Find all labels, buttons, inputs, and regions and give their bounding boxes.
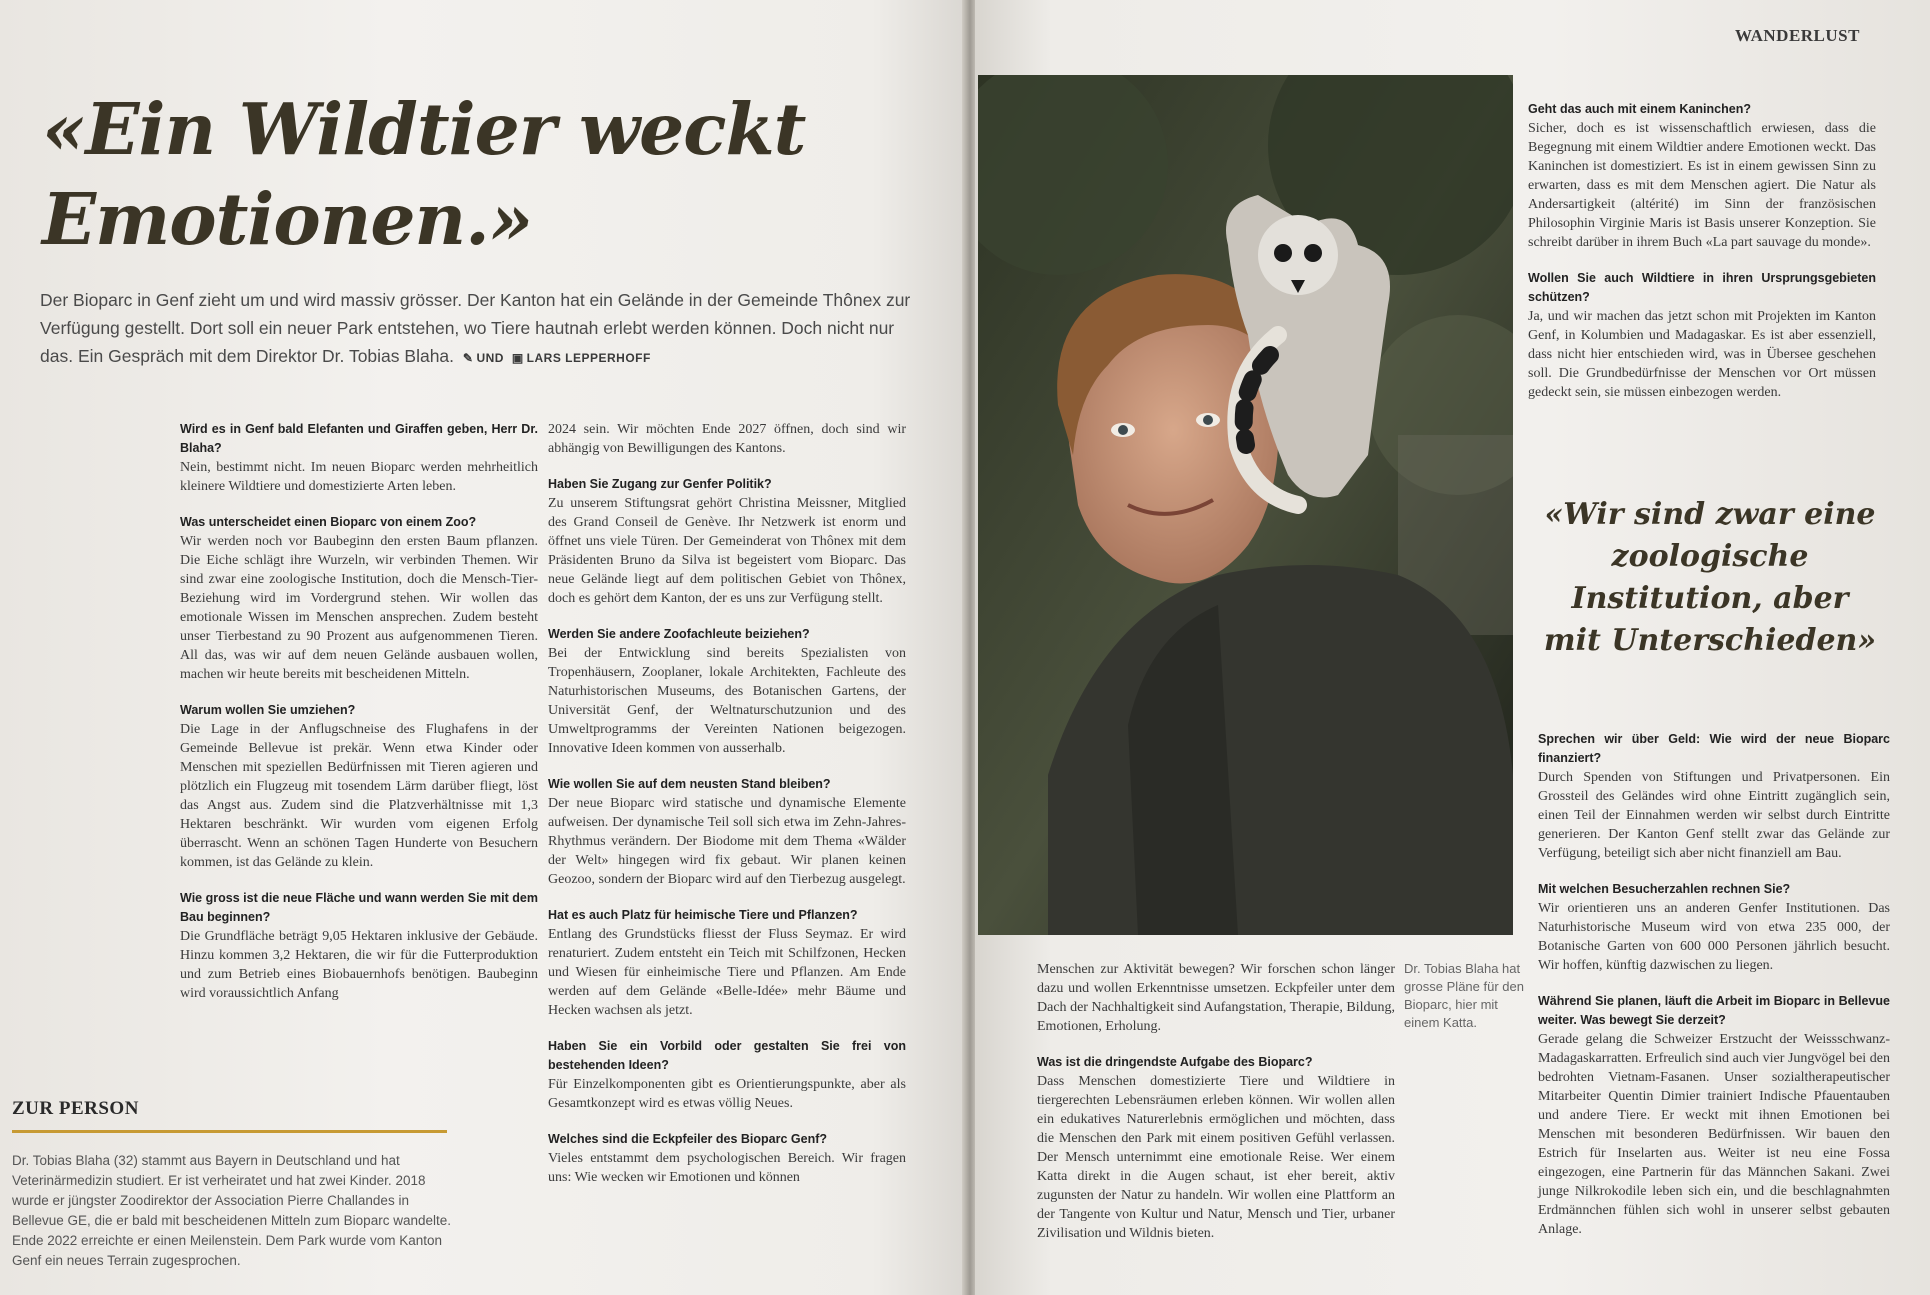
column-left-2 <box>548 420 906 1204</box>
man-with-lemur-photo <box>978 75 1513 935</box>
interview-answer: Die Grundfläche beträgt 9,05 Hektaren inklusive der Gebäude. Hinzu kommen 3,2 Hektaren, die wir für die Futterproduktion und zum Betrieb eines Biobauernhofs benötigen. Baubeginn wird voraussichtlich Anfang <box>180 929 538 1001</box>
photo-caption: Dr. Tobias Blaha hat grosse Pläne für den Bioparc, hier mit einem Katta. <box>1404 961 1524 1030</box>
byline <box>459 351 651 365</box>
interview-answer: Für Einzelkomponenten gibt es Orientierungspunkte, aber als Gesamtkonzept wird es etwas völlig Neues. <box>548 1077 906 1111</box>
interview-answer: Der neue Bioparc wird statische und dynamische Elemente aufweisen. Der dynamische Teil soll sich etwa im Zehn-Jahres-Rhythmus verändern. Der Biodome mit dem Thema «Wälder der Welt» hingegen wird fix gebaut. Wir planen keinen Geozoo, sondern der Bioparc wird auf den Tierbezug ausgelegt. <box>548 796 906 887</box>
column-left-1 <box>180 420 538 1020</box>
interview-question: Wie gross ist die neue Fläche und wann werden Sie mit dem Bau beginnen? <box>180 891 538 924</box>
interview-question: Wird es in Genf bald Elefanten und Giraffen geben, Herr Dr. Blaha? <box>180 422 538 455</box>
interview-question: Warum wollen Sie umziehen? <box>180 703 356 717</box>
interview-question: Hat es auch Platz für heimische Tiere und Pflanzen? <box>548 908 858 922</box>
interview-answer: Die Lage in der Anflugschneise des Flughafens in der Gemeinde Bellevue ist prekär. Wenn etwa Kinder oder Menschen mit speziellen Bedürfnissen mit Tieren agieren und plötzlich ein Flugzeug mit tosendem Lärm darüber fliegt, löst das Angst aus. Zudem sind die Platzverhältnisse mit 1,3 Hektaren beschränkt. Wir wurden vom eigenen Erfolg überrascht. Wenn an schönen Tagen Hunderte von Besuchern kommen, ist das Gelände zu klein. <box>180 722 538 870</box>
person-box <box>12 1098 452 1271</box>
interview-question: Sprechen wir über Geld: Wie wird der neue Bioparc finanziert? <box>1538 732 1890 765</box>
interview-answer: Wir werden noch vor Baubeginn den ersten Baum pflanzen. Die Eiche schlägt ihre Wurzeln, wir verbinden Themen. Wir sind zwar eine zoologische Institution, doch die Mensch-Tier-Beziehung wird im Vordergrund stehen. Wir wollen das emotionale Wissen im Menschen ansprechen. Zudem besteht unser Tierbestand zu 90 Prozent aus aufgenommenen Tieren. All das, was wir auf dem neuen Gelände ausbauen wollen, machen wir heute bereits mit bescheidenen Mitteln. <box>180 534 538 682</box>
column-right-3 <box>1538 730 1890 1256</box>
interview-question: Haben Sie ein Vorbild oder gestalten Sie frei von bestehenden Ideen? <box>548 1039 906 1072</box>
interview-answer: Dass Menschen domestizierte Tiere und Wildtiere in tiergerechten Lebensräumen erleben können. Wir wollen allen ein edukatives Naturerlebnis ermöglichen und möchten, dass die Menschen den Park mit einem positiven Gefühl verlassen. Der Mensch unternimmt eine emotionale Reise. Wer einem Katta direkt in die Augen schaut, ist eher bereit, aktiv zugunsten der Natur zu handeln. Wir wollen eine Plattform an der Tangente von Kultur und Natur, Mensch und Tier, urbaner Zivilisation und Wildnis bieten. <box>1037 1074 1395 1241</box>
section-kicker: WANDERLUST <box>1735 26 1860 45</box>
interview-question: Was ist die dringendste Aufgabe des Bioparc? <box>1037 1055 1313 1069</box>
portrait-photo <box>978 75 1513 935</box>
camera-icon: ▣ <box>511 351 524 365</box>
byline-connector: UND <box>476 351 504 365</box>
interview-answer: Entlang des Grundstücks fliesst der Fluss Seymaz. Er wird renaturiert. Zudem entsteht ein Teich mit Schilfzonen, Hecken und Wiesen für einheimische Tiere und Pflanzen. Am Ende werden auf dem Gelände «Belle-Idée» mehr Bäume und Hecken wachsen als jetzt. <box>548 927 906 1018</box>
interview-question: Geht das auch mit einem Kaninchen? <box>1528 102 1751 116</box>
column-right-1 <box>1037 960 1395 1260</box>
interview-answer: Zu unserem Stiftungsrat gehört Christina Meissner, Mitglied des Grand Conseil de Genève. Ihr Netzwerk ist enorm und öffnet uns viele Türen. Der Gemeinderat von Thônex mit dem Präsidenten Bruno da Silva ist begeistert vom Bioparc. Das neue Gelände liegt auf dem politischen Gebiet von Thônex, doch es gehört dem Kanton, der es uns zur Verfügung stellt. <box>548 496 906 606</box>
interview-question: Haben Sie Zugang zur Genfer Politik? <box>548 477 772 491</box>
interview-answer: Wir orientieren uns an anderen Genfer Institutionen. Das Naturhistorische Museum wird von etwa 235 000, der Botanische Garten von 600 000 Personen jährlich besucht. Wir hoffen, künftig dazwischen zu liegen. <box>1538 901 1890 973</box>
lead-text: Der Bioparc in Genf zieht um und wird massiv grösser. Der Kanton hat ein Gelände in der Gemeinde Thônex zur Verfügung gestellt. Dort soll ein neuer Park entstehen, wo Tiere hautnah erlebt werden können. Doch nicht nur das. Ein Gespräch mit dem Direktor Dr. Tobias Blaha. <box>40 290 911 366</box>
interview-question: Welches sind die Eckpfeiler des Bioparc Genf? <box>548 1132 828 1146</box>
interview-answer: Ja, und wir machen das jetzt schon mit Projekten im Kanton Genf, in Kolumbien und Madagaskar. Es ist aber essenziell, dass nicht hier entschieden wird, was in Übersee geschehen soll. Die Grundbedürfnisse der Menschen vor Ort müssen gedeckt sein, sie müssen einbezogen werden. <box>1528 309 1876 400</box>
interview-answer: Gerade gelang die Schweizer Erstzucht der Weissschwanz-Madagaskarratten. Erfreulich sind auch vier Jungvögel bei den bedrohten Vietnam-Fasanen. Unser sozialtherapeutischer Mitarbeiter Quentin Dimier trainiert Indische Pfauentauben und andere Tiere. Er weckt mit ihnen Emotionen bei Menschen mit besonderen Bedürfnissen. Wir bauen den Estrich für Inselarten aus. Weiter ist neu eine Fossa eingezogen, eine Partnerin für das Männchen Sakani. Zwei junge Nilkrokodile leben sich ein, und die beschlagnahmten Erdmännchen fühlen sich wohl in unserer selbst gebauten Anlage. <box>1538 1032 1890 1237</box>
interview-question: Was unterscheidet einen Bioparc von einem Zoo? <box>180 515 477 529</box>
interview-answer: Vieles entstammt dem psychologischen Bereich. Wir fragen uns: Wie wecken wir Emotionen und können <box>548 1151 906 1185</box>
interview-question: Wollen Sie auch Wildtiere in ihren Ursprungsgebieten schützen? <box>1528 271 1876 304</box>
interview-answer: Menschen zur Aktivität bewegen? Wir forschen schon länger dazu und wollen Erkenntnisse umsetzen. Eckpfeiler unter dem Dach der Nachhaltigkeit sind Aufangstation, Therapie, Bildung, Emotionen, Erholung. <box>1037 962 1395 1034</box>
column-right-2 <box>1528 100 1876 419</box>
interview-question: Während Sie planen, läuft die Arbeit im Bioparc in Bellevue weiter. Was bewegt Sie derzeit? <box>1538 994 1890 1027</box>
lead-paragraph <box>40 286 920 372</box>
person-title: ZUR PERSON <box>12 1098 139 1119</box>
pen-icon: ✎ <box>462 351 474 365</box>
interview-question: Werden Sie andere Zoofachleute beiziehen? <box>548 627 810 641</box>
interview-answer: Nein, bestimmt nicht. Im neuen Bioparc werden mehrheitlich kleinere Wildtiere und domestizierte Arten leben. <box>180 460 538 494</box>
interview-answer: 2024 sein. Wir möchten Ende 2027 öffnen, doch sind wir abhängig von Bewilligungen des Kantons. <box>548 422 906 456</box>
person-text: Dr. Tobias Blaha (32) stammt aus Bayern in Deutschland und hat Veterinärmedizin studiert. Er ist verheiratet und hat zwei Kinder. 2018 wurde er jüngster Zoodirektor der Association Pierre Challandes in Bellevue GE, die er bald mit bescheidenen Mitteln zum Bioparc wandelte. Ende 2022 erreichte er einen Meilenstein. Dem Park wurde vom Kanton Genf ein neues Terrain zugesprochen. <box>12 1153 451 1268</box>
byline-author: LARS LEPPERHOFF <box>526 351 651 365</box>
interview-answer: Sicher, doch es ist wissenschaftlich erwiesen, dass die Begegnung mit einem Wildtier andere Emotionen weckt. Das Kaninchen ist domestiziert. Es ist in einem gewissen Sinn zu erwarten, dass es mit dem Menschen agiert. Die Natur als Andersartigkeit (altérité) im Sinn der französischen Philosophin Virginie Maris ist Basis unserer Konzeption. Sie schreibt darüber in ihrem Buch «La part sauvage du monde». <box>1528 121 1876 250</box>
interview-question: Wie wollen Sie auf dem neusten Stand bleiben? <box>548 777 831 791</box>
interview-answer: Bei der Entwicklung sind bereits Spezialisten von Tropenhäusern, Zooplaner, lokale Architekten, Fachleute des Naturhistorischen Museums, des Botanischen Gartens, der Universität Genf, der Weltnaturschutzunion und des Umweltprogramms der Vereinten Nationen beigezogen. Innovative Ideen kommen von ausserhalb. <box>548 646 906 756</box>
interview-question: Mit welchen Besucherzahlen rechnen Sie? <box>1538 882 1791 896</box>
person-rule <box>12 1130 447 1133</box>
interview-answer: Durch Spenden von Stiftungen und Privatpersonen. Ein Grossteil des Geländes wird ohne Eintritt zugänglich sein, einen Teil der Einnahmen werden wir selbst durch Eintritte generieren. Der Kanton Genf stellt zwar das Gelände zur Verfügung, beteiligt sich aber nicht finanziell am Bau. <box>1538 770 1890 861</box>
pull-quote: «Wir sind zwar eine zoologische Institution, aber mit Unterschieden» <box>1543 497 1877 658</box>
headline: «Ein Wildtier weckt Emotionen.» <box>42 87 806 261</box>
